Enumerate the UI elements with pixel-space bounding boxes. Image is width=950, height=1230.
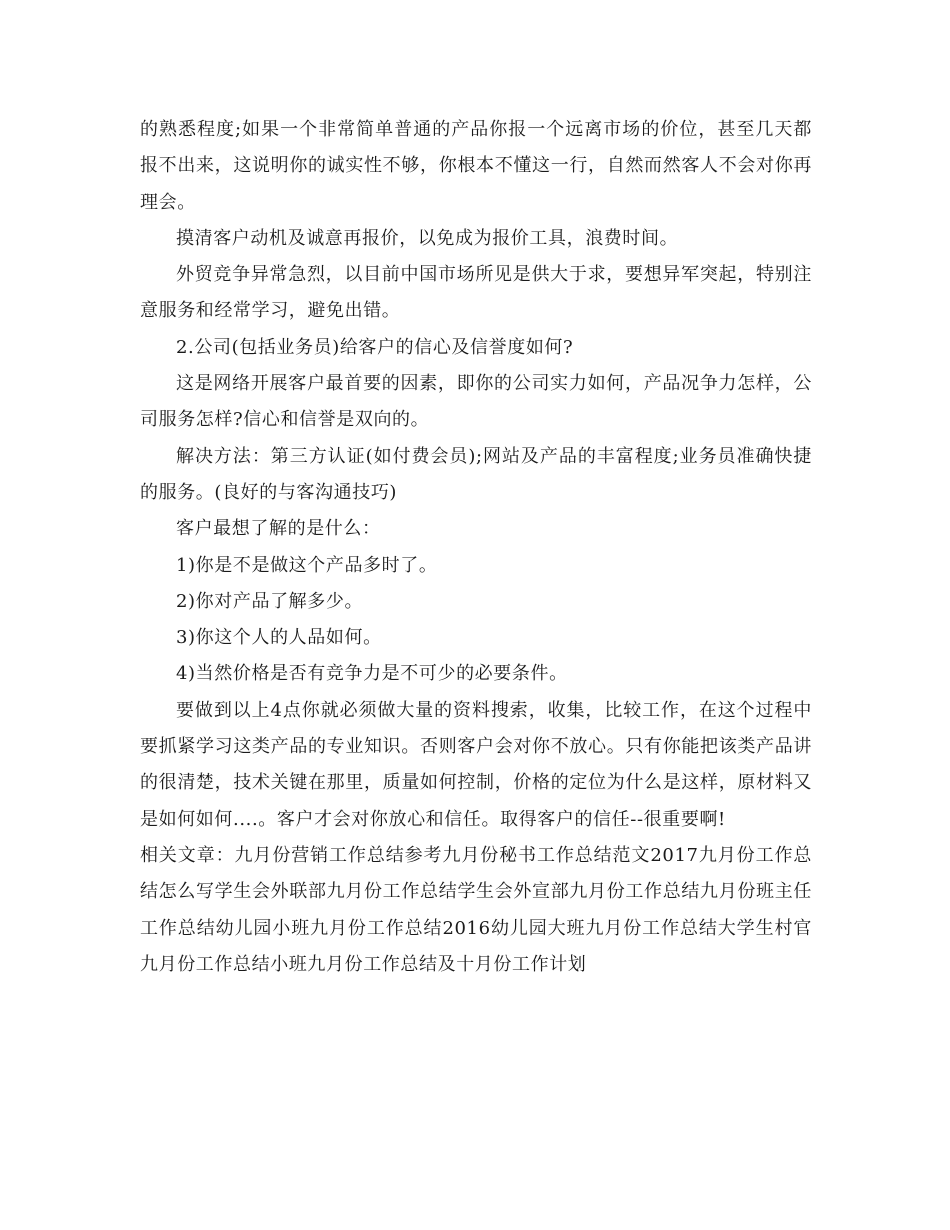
paragraph: 外贸竞争异常急烈，以目前中国市场所见是供大于求，要想异军突起，特别注意服务和经常学习，避免出错。 — [140, 264, 812, 322]
paragraph: 要做到以上4点你就必须做大量的资料搜索，收集，比较工作，在这个过程中要抓紧学习这类产品的专业知识。否则客户会对你不放心。只有你能把该类产品讲的很清楚，技术关键在那里，质量如何控制，价格的定位为什么是这样，原材料又是如何如何....。客户才会对你放心和信任。取得客户的信任--很重要啊! — [140, 699, 812, 830]
list-item: 4)当然价格是否有竞争力是不可少的必要条件。 — [176, 663, 568, 685]
list-item: 2)你对产品了解多少。 — [176, 590, 364, 612]
document-body — [140, 112, 812, 983]
list-item: 1)你是不是做这个产品多时了。 — [176, 554, 438, 576]
paragraph: 这是网络开展客户最首要的因素，即你的公司实力如何，产品况争力怎样，公司服务怎样?信心和信誉是双向的。 — [140, 373, 812, 431]
section-heading: 2.公司(包括业务员)给客户的信心及信誉度如何? — [176, 336, 574, 358]
related-articles: 相关文章：九月份营销工作总结参考九月份秘书工作总结范文2017九月份工作总结怎么写学生会外联部九月份工作总结学生会外宣部九月份工作总结九月份班主任工作总结幼儿园小班九月份工作总结2016幼儿园大班九月份工作总结大学生村官九月份工作总结小班九月份工作总结及十月份工作计划 — [140, 844, 812, 975]
paragraph: 解决方法：第三方认证(如付费会员);网站及产品的丰富程度;业务员准确快捷的服务。(良好的与客沟通技巧) — [140, 445, 812, 503]
paragraph: 客户最想了解的是什么： — [176, 518, 381, 540]
paragraph: 的熟悉程度;如果一个非常简单普通的产品你报一个远离市场的价位，甚至几天都报不出来，这说明你的诚实性不够，你根本不懂这一行，自然而然客人不会对你再理会。 — [140, 119, 812, 213]
paragraph: 摸清客户动机及诚意再报价，以免成为报价工具，浪费时间。 — [176, 227, 679, 249]
list-item: 3)你这个人的人品如何。 — [176, 627, 382, 649]
